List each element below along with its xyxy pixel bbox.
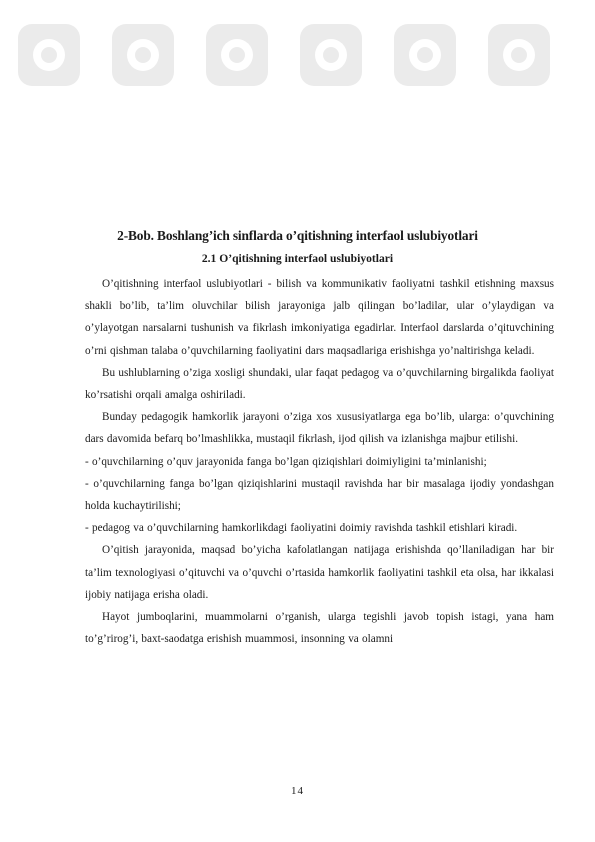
paragraph: O’qitishning interfaol uslubiyotlari - bilish va kommunikativ faoliyatni tashkil etishning maxsus shakli bo’lib, ta’lim oluvchilar bilish jarayoniga jalb qilingan bo’ladilar, ular o’ylaydigan va o’ylayotgan narsalarni tushunish va fikrlash imkoniyatiga egadirlar. Interfaol darslarda o’qituvchining o’rni qishman talaba o’quvchilarning faoliyatini dars maqsadlariga erishishga yo’naltirishga keladi. [85,278,554,357]
chapter-title: 2-Bob. Boshlang’ich sinflarda o’qitishning interfaol uslubiyotlari [117,228,478,243]
page-number: 14 [291,785,304,797]
paragraph: O’qitish jarayonida, maqsad bo’yicha kafolatlangan natijaga erishishda qo’llaniladigan har bir ta’lim texnologiyasi o’qituvchi va o’quvchi o’rtasida hamkorlik faoliyatini tashkil eta olsa, har ikkalasi ijobiy natijaga erisha oladi. [85,544,554,601]
watermark-icon [0,6,595,116]
paragraph: Hayot jumboqlarini, muammolarni o’rganish, ularga tegishli javob topish istagi, yana ham to’g’rirog’i, baxt-saodatga erishish muammosi, insonning va olamni [85,611,554,646]
section-title: 2.1 O’qitishning interfaol uslubiyotlari [201,252,394,265]
list-item: - o’quvchilarning fanga bo’lgan qiziqishlarini mustaqil ravishda har bir masalaga ijodiy yondashgan holda kuchaytirilishi; [85,477,554,513]
list-item: - o’quvchilarning o’quv jarayonida fanga bo’lgan qiziqishlari doimiyligini ta’minlanishi; [85,455,487,468]
list-item: - pedagog va o’quvchilarning hamkorlikdagi faoliyatini doimiy ravishda tashkil etishlari kiradi. [85,522,518,535]
paragraph: Bunday pedagogik hamkorlik jarayoni o’ziga xos xususiyatlarga ega bo’lib, ularga: o’quvchining dars davomida befarq bo’lmashlikka, mustaqil fikrlash, ijod qilish va izlanishga majbur etilishi. [85,411,554,446]
paragraph: Bu ushlublarning o’ziga xosligi shundaki, ular faqat pedagog va o’quvchilarning birgalikda faoliyat ko’rsatishi orqali amalga oshiriladi. [85,366,554,402]
body-text [85,273,554,650]
